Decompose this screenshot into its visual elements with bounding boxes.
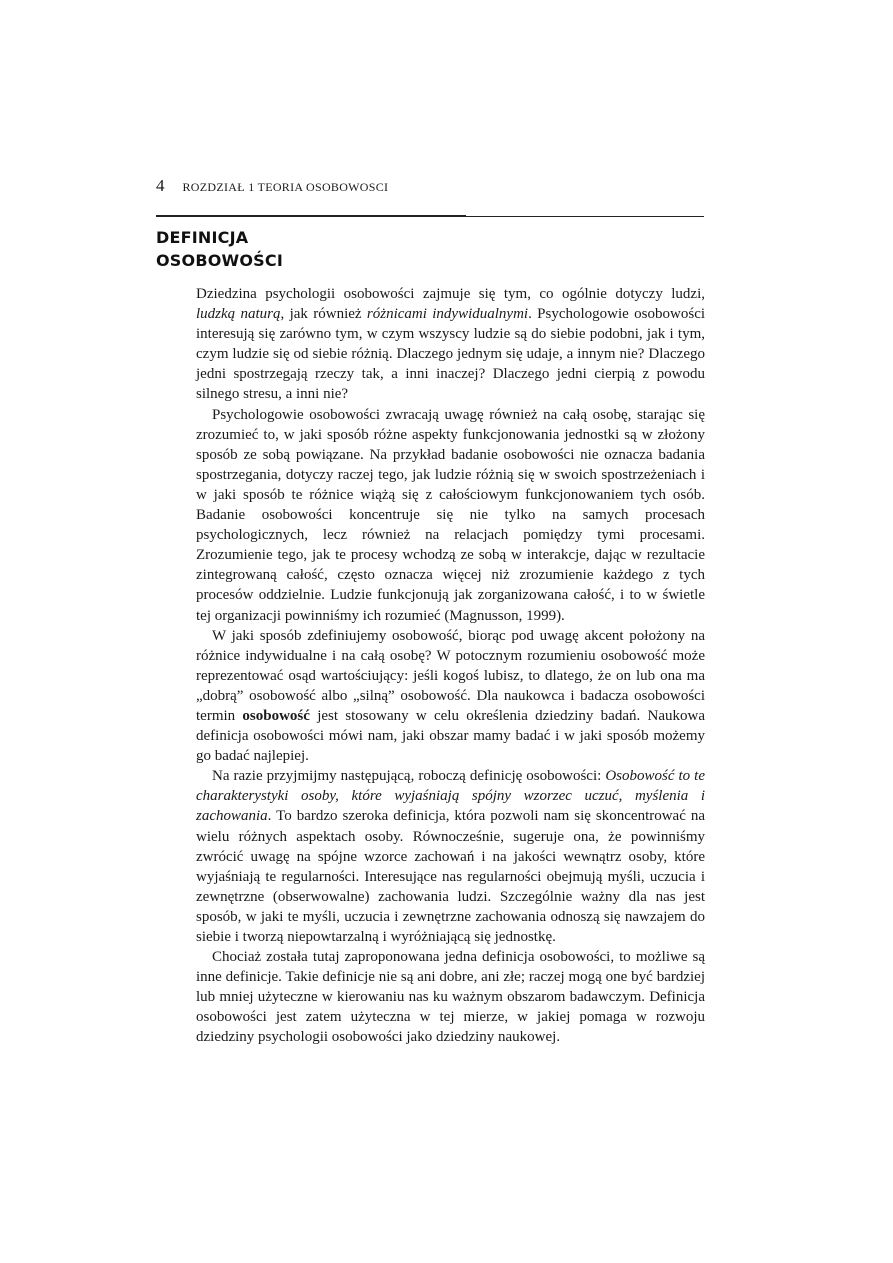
emphasized-text: Osobowość to te charakterystyki osoby, które wyjaśniają spójny wzorzec uczuć, myślenia i zachowania — [196, 768, 705, 825]
text-run: Dziedzina psychologii osobowości zajmuje się tym, co ogólnie dotyczy ludzi, — [196, 286, 705, 302]
section-title-line-2: OSOBOWOŚCI — [156, 251, 283, 270]
key-term: osobowość — [242, 707, 310, 724]
paragraph — [196, 284, 705, 405]
section-title — [156, 226, 283, 272]
text-run: jest stosowany w celu określenia dziedziny badań. Naukowa definicja osobowości mówi nam, jaki obszar mamy badać i w jaki sposób możemy go badać najlepiej. — [196, 707, 705, 765]
text-run: . Psychologowie osobowości interesują się zarówno tym, w czym wszyscy ludzie są do siebie podobni, jak i tym, czym ludzie się od siebie różnią. Dlaczego jednym się udaje, a innym nie? Dlaczego jedni spostrzegają rzeczy tak, a inni inaczej? Dlaczego jedni cierpią z powodu silnego stresu, a inni nie? — [196, 306, 706, 403]
text-run: Na razie przyjmijmy następującą, roboczą definicję osobowości: — [212, 768, 606, 785]
header-rule-accent — [156, 215, 466, 217]
text-run: W jaki sposób zdefiniujemy osobowość, biorąc pod uwagę akcent położony na różnice indywidualne i na całą osobę? W potocznym rozumieniu osobowość może reprezentować osąd wartościujący: jeśli kogoś lubisz, to dlatego, że on lub ona ma „dobrą” osobowość albo „silną” osobowość. Dla naukowca i badacza osobowości termin — [196, 627, 705, 724]
section-title-line-1: DEFINICJA — [156, 228, 249, 247]
text-run: Psychologowie osobowości zwracają uwagę również na całą osobę, starając się zrozumieć to, w jaki sposób różne aspekty funkcjonowania jednostki są w złożony sposób ze sobą powiązane. Na przykład badanie osobowości nie oznacza badania spostrzegania, dotyczy raczej tego, jak ludzie różnią się w swoich spostrzeżeniach i w jaki sposób te różnice wiążą się z całościowym funkcjonowaniem tych osób. Badanie osobowości koncentruje się nie tylko na samych procesach psychologicznych, lecz również na relacjach pomiędzy tymi procesami. Zrozumienie tego, jak te procesy wchodzą ze sobą w interakcje, dając w rezultacie zintegrowaną całość, często oznacza więcej niż zrozumienie każdego z tych procesów oddzielnie. Ludzie funkcjonują jak zorganizowana całość, i to w świetle tej organizacji powinniśmy ich rozumieć (Magnusson, 1999). — [196, 406, 705, 624]
emphasized-text: różnicami indywidualnymi — [366, 306, 529, 323]
text-run: Chociaż została tutaj zaproponowana jedna definicja osobowości, to możliwe są inne definicje. Takie definicje nie są ani dobre, ani złe; raczej mogą one być bardziej lub mniej użyteczne w kierowaniu nas ku ważnym obszarom badawczym. Definicja osobowości jest zatem użyteczna w tej mierze, w jakiej pomaga w rozwoju dziedziny psychologii osobowości jako dziedziny naukowej. — [196, 949, 705, 1046]
body-text — [196, 284, 705, 1048]
running-header — [156, 176, 716, 200]
paragraph — [196, 626, 705, 767]
text-run: , jak również — [280, 306, 367, 323]
running-title: ROZDZIAŁ 1 TEORIA OSOBOWOSCI — [182, 180, 389, 194]
emphasized-text: ludzką naturą — [196, 306, 281, 323]
page-number: 4 — [156, 176, 165, 195]
paragraph — [196, 405, 705, 626]
paragraph — [196, 766, 705, 947]
paragraph — [196, 947, 705, 1047]
text-run: . To bardzo szeroka definicja, która pozwoli nam się skoncentrować na wielu różnych aspektach osoby. Równocześnie, sugeruje ona, że powinniśmy zwrócić uwagę na spójne wzorce zachowań i na jakości wewnątrz osoby, które wyjaśniają te regularności. Interesujące nas regularności obejmują myśli, uczucia i zewnętrzne (obserwowalne) zachowania ludzi. Szczególnie ważny dla nas jest sposób, w jaki te myśli, uczucia i zewnętrzne zachowania odnoszą się nawzajem do siebie i tworzą niepowtarzalną i wyróżniającą się jednostkę. — [196, 808, 705, 945]
